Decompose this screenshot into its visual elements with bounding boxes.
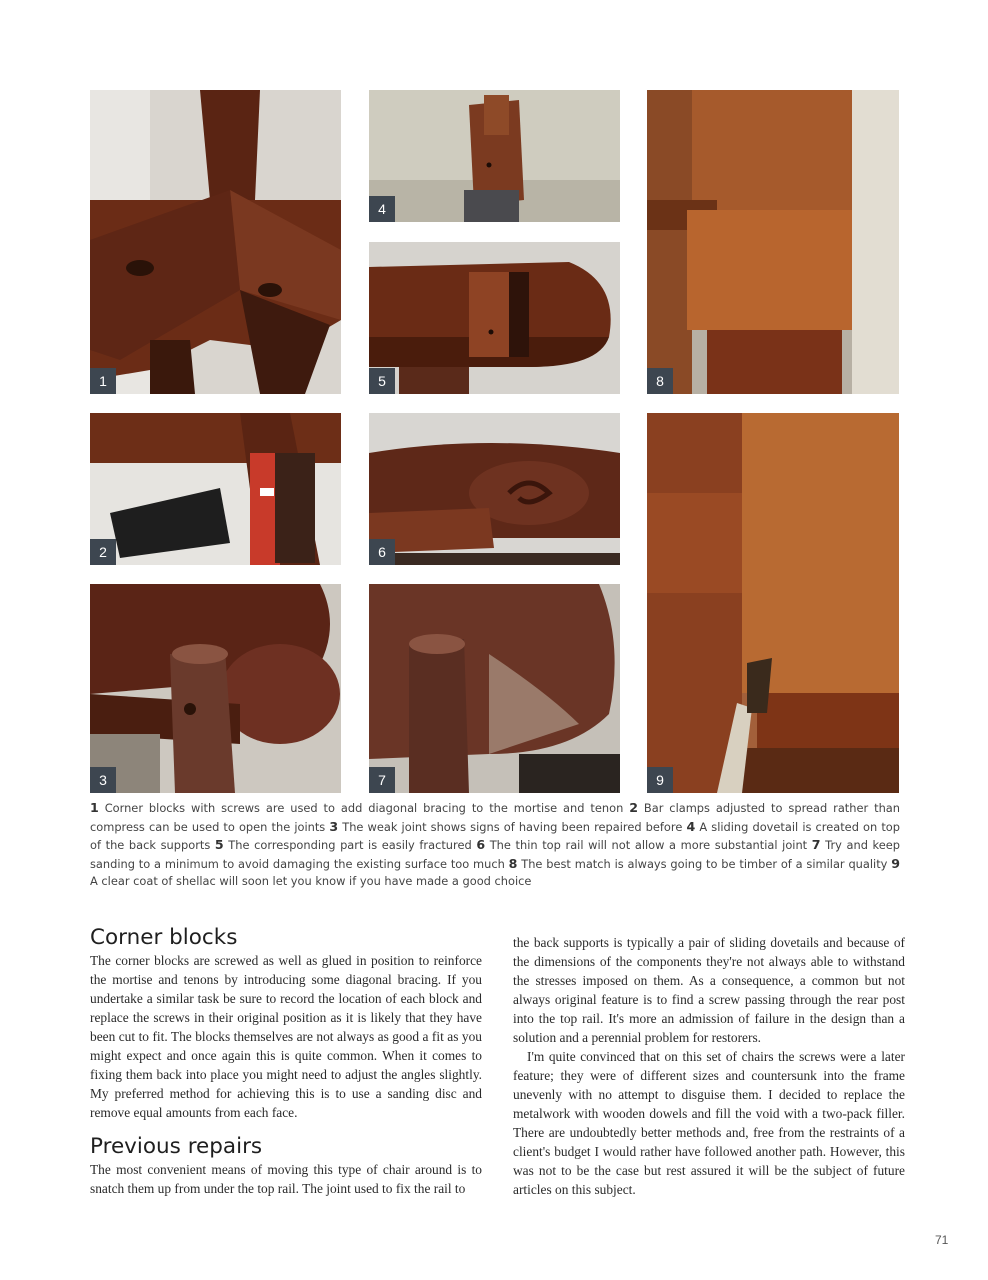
- photo-number-1: 1: [90, 368, 116, 394]
- photo-number-8: 8: [647, 368, 673, 394]
- photo-2: [90, 413, 341, 565]
- section-heading-previous-repairs: Previous repairs: [90, 1134, 263, 1159]
- caption-text: The weak joint shows signs of having been repaired before: [338, 819, 687, 834]
- paragraph-previous-repairs-continued: the back supports is typically a pair of sliding dovetails and because of the dimensions of the components they're not always able to withstand the stresses imposed on them. As a consequence, a common but not always original feature is to find a screw passing through the rear post into the top rail. It's more an admission of failure in the design than a solution and a perennial problem for restorers.: [513, 935, 905, 1045]
- photo-number-9: 9: [647, 767, 673, 793]
- caption-text: The corresponding part is easily fractured: [223, 838, 477, 853]
- photo-9: [647, 413, 899, 793]
- caption-text: Corner blocks with screws are used to add diagonal bracing to the mortise and tenon: [98, 801, 630, 815]
- caption-number: 5: [214, 837, 224, 853]
- photo-number-3: 3: [90, 767, 116, 793]
- photo-number-2: 2: [90, 539, 116, 565]
- photo-7: [369, 584, 620, 793]
- photo-number-5: 5: [369, 368, 395, 394]
- photo-5: [369, 242, 620, 394]
- caption-number: 8: [508, 855, 518, 871]
- photo-2-image: [90, 413, 341, 565]
- caption-number: 1: [90, 800, 99, 815]
- paragraph-previous-repairs: [90, 1160, 482, 1198]
- photo-3: [90, 584, 341, 793]
- article-column-left: [90, 925, 482, 1198]
- photo-5-image: [369, 242, 620, 394]
- photo-6: [369, 413, 620, 565]
- paragraph-screws: I'm quite convinced that on this set of chairs the screws were a later feature; they were of different sizes and countersunk into the frame unevenly with no attempt to disguise them. I decided to replace the metalwork with wooden dowels and fill the void with a two-pack filler. There are undoubtedly better methods and, free from the restraints of a client's budget I would rather have followed another path. However, this was not to be the case but rest assured it will be the subject of future articles on this subject.: [513, 1049, 905, 1197]
- caption-number: 9: [891, 855, 900, 871]
- photo-number-7: 7: [369, 767, 395, 793]
- caption-text: A clear coat of shellac will soon let you know if you have made a good choice: [90, 874, 532, 889]
- photo-1-image: [90, 90, 341, 394]
- photo-8: [647, 90, 899, 394]
- caption-text: The thin top rail will not allow a more substantial joint: [485, 838, 812, 853]
- page-number: 71: [935, 1233, 949, 1247]
- caption-text: Bar clamps adjusted to spread rather than compress can be used to open the joints: [90, 801, 900, 834]
- article-column-right: [513, 933, 905, 1199]
- caption-number: 7: [811, 837, 821, 853]
- photo-4: [369, 90, 620, 222]
- photo-number-6: 6: [369, 539, 395, 565]
- photo-caption: [90, 799, 900, 891]
- paragraph-corner-blocks: The corner blocks are screwed as well as glued in position to reinforce the mortise and tenons by introducing some diagonal bracing. If you undertake a similar task be sure to record the location of each block and replace the screws in their original position as it is likely that they have been cut to fit. The blocks themselves are not always as good a fit as you might expect and once again this is quite common. When it comes to fixing them back into place you might need to adjust the angles slightly. My preferred method for achieving this is to use a sanding disc and remove equal amounts from each face.: [90, 953, 482, 1120]
- photo-9-image: [647, 413, 899, 793]
- caption-number: 4: [686, 818, 696, 834]
- caption-number: 6: [476, 837, 486, 853]
- photo-8-image: [647, 90, 899, 394]
- photo-7-image: [369, 584, 620, 793]
- caption-text: Try and keep sanding to a minimum to avoid damaging the existing surface too much: [90, 838, 900, 871]
- caption-number: 2: [629, 800, 638, 815]
- photo-number-4: 4: [369, 196, 395, 222]
- paragraph-previous-repairs-text: The most convenient means of moving this type of chair around is to snatch them up from under the top rail. The joint used to fix the rail to: [90, 1162, 482, 1196]
- photo-4-image: [369, 90, 620, 222]
- photo-1: [90, 90, 341, 394]
- photo-3-image: [90, 584, 341, 793]
- caption-text: A sliding dovetail is created on top of the back supports: [90, 819, 901, 853]
- section-heading-corner-blocks: Corner blocks: [90, 925, 238, 950]
- photo-6-image: [369, 413, 620, 565]
- caption-number: 3: [329, 818, 339, 834]
- caption-text: The best match is always going to be timber of a similar quality: [517, 856, 892, 871]
